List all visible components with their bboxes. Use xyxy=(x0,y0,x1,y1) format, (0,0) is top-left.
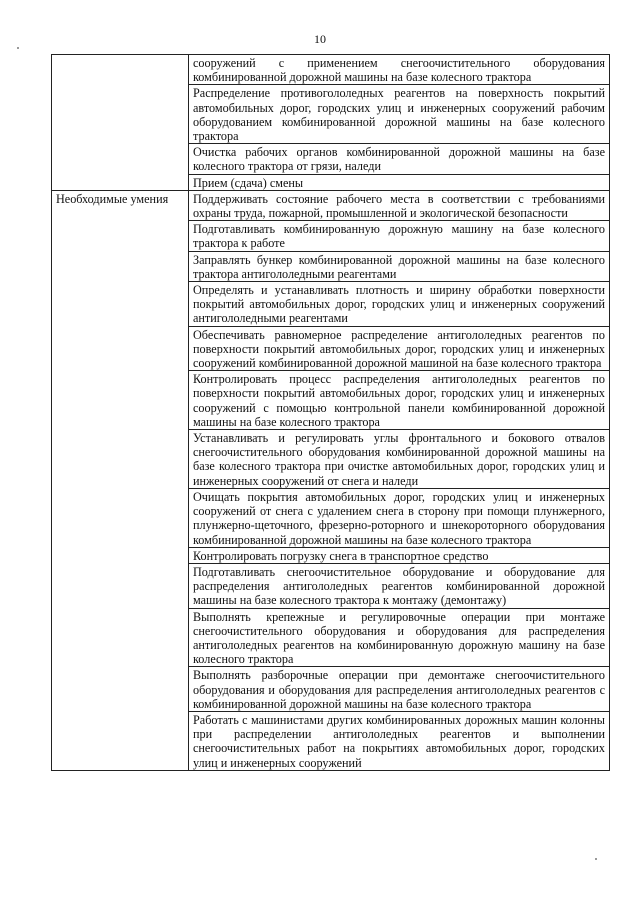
requirement-text: Выполнять крепежные и регулировочные операции при монтаже снегоочистительного оборудования и оборудования для распределения антигололедных реагентов на комбинированную дорожную машину на базе колесного трактора xyxy=(189,608,610,667)
requirement-text: Заправлять бункер комбинированной дорожной машины на базе колесного трактора антигололедными реагентами xyxy=(189,251,610,281)
requirement-text: сооружений с применением снегоочистительного оборудования комбинированной дорожной машины на базе колесного трактора xyxy=(189,55,610,85)
empty-label-cell xyxy=(52,55,189,191)
requirement-text: Поддерживать состояние рабочего места в соответствии с требованиями охраны труда, пожарной, промышленной и экологической безопасности xyxy=(189,190,610,220)
requirement-text: Определять и устанавливать плотность и ширину обработки поверхности покрытий автомобильных дорог, городских улиц и инженерных сооружений антигололедными реагентами xyxy=(189,282,610,327)
requirements-table xyxy=(51,54,610,771)
section-label-skills: Необходимые умения xyxy=(52,190,189,770)
requirement-text: Контролировать процесс распределения антигололедных реагентов по поверхности покрытий автомобильных дорог, городских улиц и инженерных сооружений с помощью контрольной панели комбинированной дорожной машины на базе колесного трактора xyxy=(189,371,610,430)
requirements-table-body xyxy=(52,55,610,771)
requirement-text: Контролировать погрузку снега в транспортное средство xyxy=(189,547,610,563)
requirement-text: Очищать покрытия автомобильных дорог, городских улиц и инженерных сооружений от снега с удалением снега в сторону при помощи плунжерного, плунжерно-щеточного, фрезерно-роторного и шнекороторного оборудования комбинированной дорожной машины на базе колесного трактора xyxy=(189,488,610,547)
requirement-text: Прием (сдача) смены xyxy=(189,174,610,190)
requirement-text: Подготавливать снегоочистительное оборудование и оборудование для распределения антигололедных реагентов комбинированной дорожной машины на базе колесного трактора к монтажу (демонтажу) xyxy=(189,563,610,608)
page-number: 10 xyxy=(314,32,326,46)
requirement-text: Обеспечивать равномерное распределение антигололедных реагентов по поверхности покрытий автомобильных дорог, городских улиц и инженерных сооружений комбинированной дорожной машиной на базе колесного трактора xyxy=(189,326,610,371)
requirement-text: Работать с машинистами других комбинированных дорожных машин колонны при распределении антигололедных реагентов и выполнении снегоочистительных работ на покрытиях автомобильных дорог, городских улиц и инженерных сооружений xyxy=(189,711,610,770)
requirement-text: Подготавливать комбинированную дорожную машину на базе колесного трактора к работе xyxy=(189,221,610,251)
scan-speck xyxy=(17,47,19,49)
requirement-text: Устанавливать и регулировать углы фронтального и бокового отвалов снегоочистительного оборудования комбинированной дорожной машины на базе колесного трактора при очистке автомобильных дорог, городских улиц и инженерных сооружений от снега и наледи xyxy=(189,430,610,489)
table-row xyxy=(52,55,610,85)
requirement-text: Выполнять разборочные операции при демонтаже снегоочистительного оборудования и оборудования для распределения антигололедных реагентов с комбинированной дорожной машины на базе колесного трактора xyxy=(189,667,610,712)
requirement-text: Распределение противогололедных реагентов на поверхность покрытий автомобильных дорог, городских улиц и инженерных сооружений рабочим оборудованием комбинированной дорожной машины на базе колесного трактора xyxy=(189,85,610,144)
scan-speck xyxy=(595,858,597,860)
table-row xyxy=(52,190,610,220)
requirement-text: Очистка рабочих органов комбинированной дорожной машины на базе колесного трактора от грязи, наледи xyxy=(189,144,610,174)
